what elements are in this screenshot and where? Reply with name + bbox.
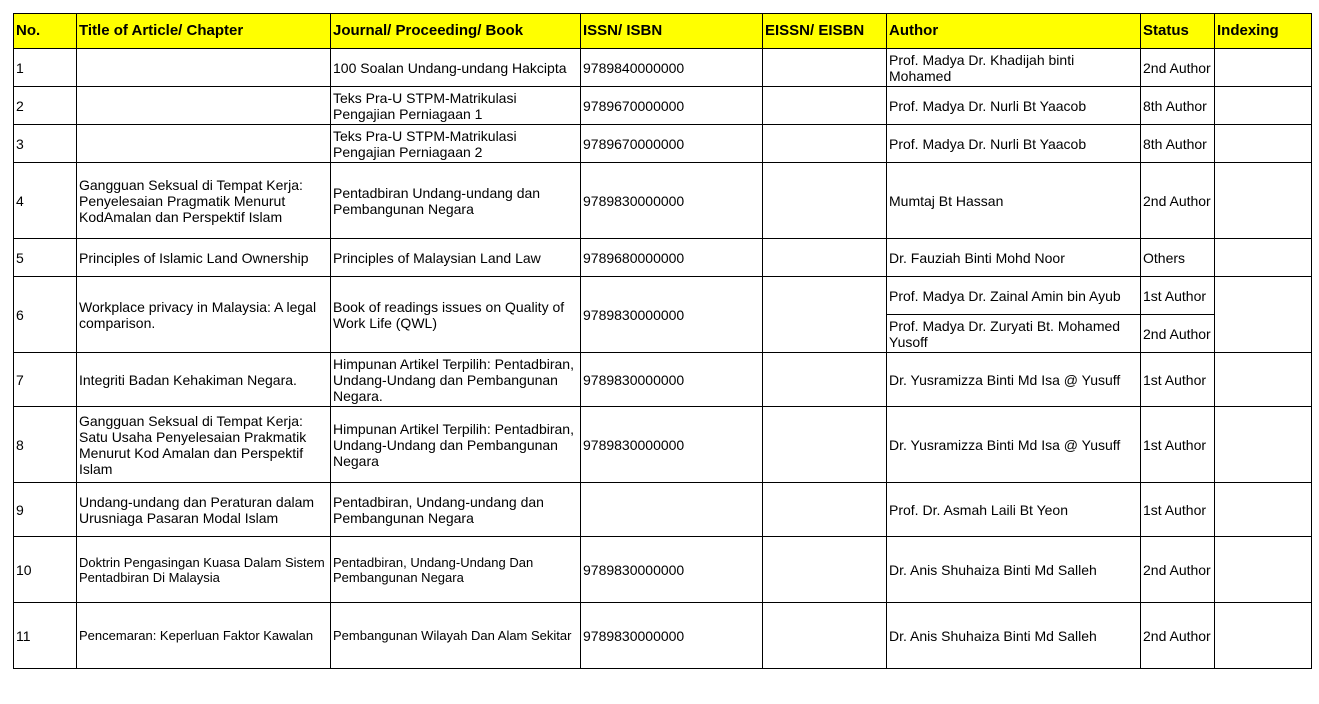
cell-journal: Book of readings issues on Quality of Work Life (QWL) xyxy=(331,277,581,353)
cell-issn: 9789680000000 xyxy=(581,239,763,277)
cell-issn: 9789830000000 xyxy=(581,163,763,239)
table-row xyxy=(14,353,1312,407)
table-row xyxy=(14,277,1312,315)
cell-title: Principles of Islamic Land Ownership xyxy=(77,239,331,277)
cell-journal: Pembangunan Wilayah Dan Alam Sekitar xyxy=(331,603,581,669)
cell-indexing xyxy=(1215,603,1312,669)
cell-status: 1st Author xyxy=(1141,407,1215,483)
cell-title: Undang-undang dan Peraturan dalam Urusniaga Pasaran Modal Islam xyxy=(77,483,331,537)
header-issn: ISSN/ ISBN xyxy=(581,14,763,49)
header-status: Status xyxy=(1141,14,1215,49)
cell-journal: Himpunan Artikel Terpilih: Pentadbiran, Undang-Undang dan Pembangunan Negara. xyxy=(331,353,581,407)
cell-journal: Himpunan Artikel Terpilih: Pentadbiran, Undang-Undang dan Pembangunan Negara xyxy=(331,407,581,483)
cell-eissn xyxy=(763,49,887,87)
table-row xyxy=(14,125,1312,163)
cell-title: Gangguan Seksual di Tempat Kerja: Satu Usaha Penyelesaian Prakmatik Menurut Kod Amalan dan Perspektif Islam xyxy=(77,407,331,483)
table-row xyxy=(14,163,1312,239)
cell-no: 6 xyxy=(14,277,77,353)
cell-no: 4 xyxy=(14,163,77,239)
header-eissn: EISSN/ EISBN xyxy=(763,14,887,49)
cell-title xyxy=(77,49,331,87)
header-journal: Journal/ Proceeding/ Book xyxy=(331,14,581,49)
cell-eissn xyxy=(763,537,887,603)
cell-no: 9 xyxy=(14,483,77,537)
cell-indexing xyxy=(1215,537,1312,603)
cell-title: Gangguan Seksual di Tempat Kerja: Penyelesaian Pragmatik Menurut KodAmalan dan Perspektif Islam xyxy=(77,163,331,239)
cell-title: Doktrin Pengasingan Kuasa Dalam Sistem Pentadbiran Di Malaysia xyxy=(77,537,331,603)
cell-journal: Pentadbiran Undang-undang dan Pembangunan Negara xyxy=(331,163,581,239)
cell-journal: Teks Pra-U STPM-Matrikulasi Pengajian Perniagaan 2 xyxy=(331,125,581,163)
cell-indexing xyxy=(1215,277,1312,353)
cell-eissn xyxy=(763,483,887,537)
cell-indexing xyxy=(1215,353,1312,407)
header-indexing: Indexing xyxy=(1215,14,1312,49)
cell-issn: 9789830000000 xyxy=(581,407,763,483)
cell-eissn xyxy=(763,163,887,239)
cell-eissn xyxy=(763,603,887,669)
cell-indexing xyxy=(1215,49,1312,87)
cell-eissn xyxy=(763,239,887,277)
cell-eissn xyxy=(763,125,887,163)
cell-indexing xyxy=(1215,125,1312,163)
cell-author: Dr. Anis Shuhaiza Binti Md Salleh xyxy=(887,603,1141,669)
cell-status: 2nd Author xyxy=(1141,537,1215,603)
cell-title xyxy=(77,87,331,125)
cell-author: Prof. Madya Dr. Nurli Bt Yaacob xyxy=(887,125,1141,163)
header-author: Author xyxy=(887,14,1141,49)
cell-issn: 9789670000000 xyxy=(581,125,763,163)
cell-status: Others xyxy=(1141,239,1215,277)
cell-title: Pencemaran: Keperluan Faktor Kawalan xyxy=(77,603,331,669)
table-row xyxy=(14,49,1312,87)
header-title: Title of Article/ Chapter xyxy=(77,14,331,49)
cell-issn: 9789840000000 xyxy=(581,49,763,87)
cell-indexing xyxy=(1215,87,1312,125)
cell-issn: 9789830000000 xyxy=(581,353,763,407)
cell-no: 2 xyxy=(14,87,77,125)
header-no: No. xyxy=(14,14,77,49)
cell-status: 1st Author xyxy=(1141,277,1215,315)
cell-no: 7 xyxy=(14,353,77,407)
publication-table xyxy=(13,13,1312,669)
table-row xyxy=(14,483,1312,537)
cell-status: 8th Author xyxy=(1141,87,1215,125)
table-row xyxy=(14,407,1312,483)
cell-eissn xyxy=(763,407,887,483)
header-row xyxy=(14,14,1312,49)
table-row xyxy=(14,537,1312,603)
cell-author: Prof. Madya Dr. Zainal Amin bin Ayub xyxy=(887,277,1141,315)
cell-journal: Pentadbiran, Undang-Undang Dan Pembangunan Negara xyxy=(331,537,581,603)
table-row xyxy=(14,87,1312,125)
cell-indexing xyxy=(1215,239,1312,277)
cell-no: 8 xyxy=(14,407,77,483)
cell-indexing xyxy=(1215,163,1312,239)
cell-eissn xyxy=(763,277,887,353)
cell-journal: 100 Soalan Undang-undang Hakcipta xyxy=(331,49,581,87)
cell-author: Mumtaj Bt Hassan xyxy=(887,163,1141,239)
cell-author: Prof. Madya Dr. Zuryati Bt. Mohamed Yusoff xyxy=(887,315,1141,353)
cell-author: Dr. Yusramizza Binti Md Isa @ Yusuff xyxy=(887,407,1141,483)
cell-indexing xyxy=(1215,407,1312,483)
cell-eissn xyxy=(763,87,887,125)
table-row xyxy=(14,239,1312,277)
cell-author: Prof. Madya Dr. Nurli Bt Yaacob xyxy=(887,87,1141,125)
cell-status: 2nd Author xyxy=(1141,163,1215,239)
table-row xyxy=(14,603,1312,669)
cell-eissn xyxy=(763,353,887,407)
cell-no: 5 xyxy=(14,239,77,277)
cell-status: 8th Author xyxy=(1141,125,1215,163)
cell-status: 1st Author xyxy=(1141,483,1215,537)
cell-issn: 9789830000000 xyxy=(581,537,763,603)
cell-author: Prof. Dr. Asmah Laili Bt Yeon xyxy=(887,483,1141,537)
cell-journal: Principles of Malaysian Land Law xyxy=(331,239,581,277)
cell-status: 2nd Author xyxy=(1141,315,1215,353)
cell-status: 1st Author xyxy=(1141,353,1215,407)
cell-issn xyxy=(581,483,763,537)
cell-title xyxy=(77,125,331,163)
cell-no: 3 xyxy=(14,125,77,163)
cell-issn: 9789670000000 xyxy=(581,87,763,125)
cell-status: 2nd Author xyxy=(1141,603,1215,669)
cell-journal: Pentadbiran, Undang-undang dan Pembangunan Negara xyxy=(331,483,581,537)
cell-no: 11 xyxy=(14,603,77,669)
cell-journal: Teks Pra-U STPM-Matrikulasi Pengajian Perniagaan 1 xyxy=(331,87,581,125)
cell-status: 2nd Author xyxy=(1141,49,1215,87)
cell-title: Integriti Badan Kehakiman Negara. xyxy=(77,353,331,407)
cell-issn: 9789830000000 xyxy=(581,603,763,669)
cell-author: Prof. Madya Dr. Khadijah binti Mohamed xyxy=(887,49,1141,87)
cell-author: Dr. Anis Shuhaiza Binti Md Salleh xyxy=(887,537,1141,603)
cell-no: 10 xyxy=(14,537,77,603)
cell-author: Dr. Fauziah Binti Mohd Noor xyxy=(887,239,1141,277)
cell-title: Workplace privacy in Malaysia: A legal comparison. xyxy=(77,277,331,353)
cell-indexing xyxy=(1215,483,1312,537)
cell-no: 1 xyxy=(14,49,77,87)
cell-issn: 9789830000000 xyxy=(581,277,763,353)
cell-author: Dr. Yusramizza Binti Md Isa @ Yusuff xyxy=(887,353,1141,407)
